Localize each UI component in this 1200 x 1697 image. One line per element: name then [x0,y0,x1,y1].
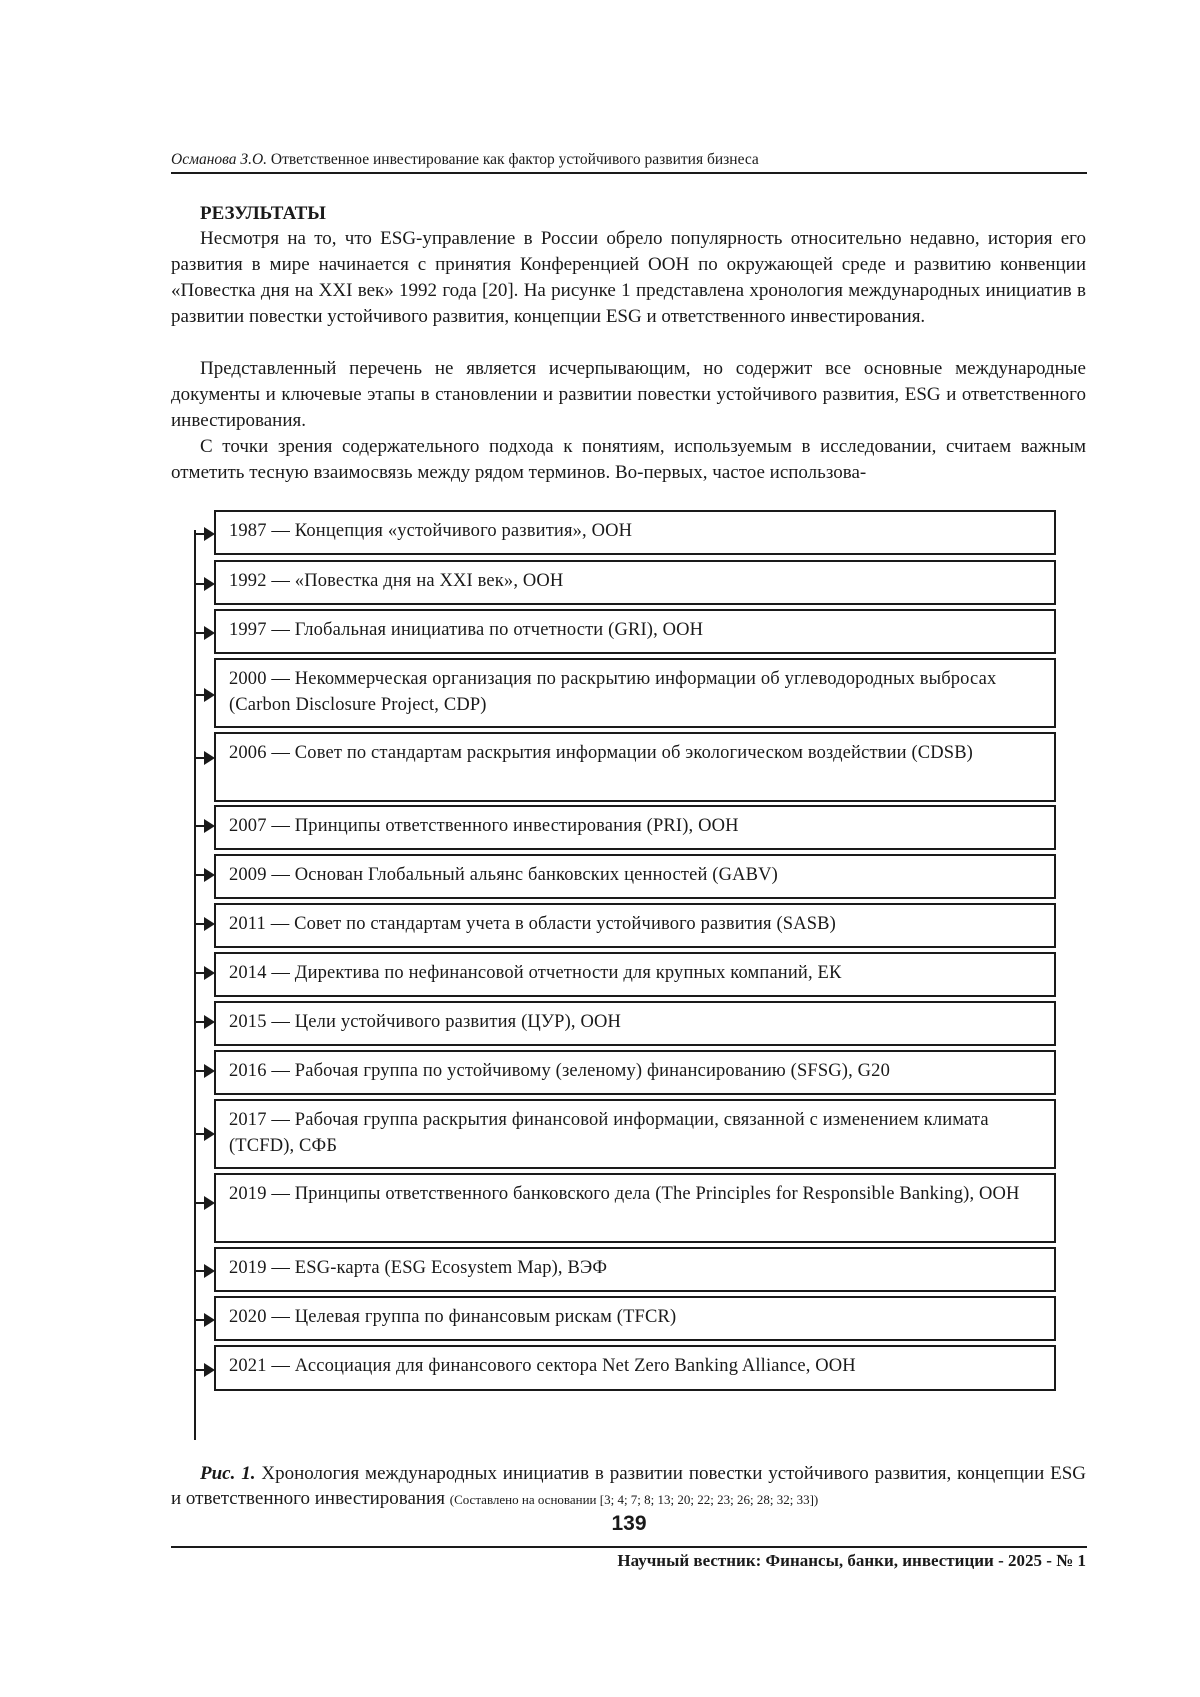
header-article-title: Ответственное инвестирование как фактор устойчивого развития бизнеса [270,151,759,168]
header-author: Османова З.О. [171,151,268,168]
paragraph-1: Несмотря на то, что ESG-управление в России обрело популярность относительно недавно, история его развития в мире начинается с принятия Конференцией ООН по окружающей среде и развитию конвенции «Повестка дня на XXI век» 1992 года [20]. На рисунке 1 представлена хронология международных инициатив в развитии повестки устойчивого развития, концепции ESG и ответственного инвестирования. [171,228,1086,327]
timeline-item-2019-prb: 2019 — Принципы ответственного банковского дела (The Principles for Responsible Banking), ООН [214,1173,1056,1243]
timeline-item-2014: 2014 — Директива по нефинансовой отчетности для крупных компаний, ЕК [214,952,1056,997]
running-header [171,150,1086,170]
section-title: РЕЗУЛЬТАТЫ [200,203,326,224]
timeline-item-2000: 2000 — Некоммерческая организация по раскрытию информации об углеводородных выбросах (Carbon Disclosure Project, CDP) [214,658,1056,728]
header-rule [171,172,1087,174]
timeline-item-2007: 2007 — Принципы ответственного инвестирования (PRI), ООН [214,805,1056,850]
timeline-spine [194,530,196,1440]
figure-caption-text: Хронология международных инициатив в развитии повестки устойчивого развития, концепции ESG и ответственного инвестирования [171,1463,1087,1509]
figure-label: Рис. 1. [200,1463,256,1484]
timeline-item-2020: 2020 — Целевая группа по финансовым рискам (TFCR) [214,1296,1056,1341]
figure-caption [171,1461,1086,1512]
timeline-item-2011: 2011 — Совет по стандартам учета в области устойчивого развития (SASB) [214,903,1056,948]
timeline-item-1992: 1992 — «Повестка дня на XXI век», ООН [214,560,1056,605]
timeline-item-2006: 2006 — Совет по стандартам раскрытия информации об экологическом воздействии (CDSB) [214,732,1056,802]
figure-source: (Составлено на основании [3; 4; 7; 8; 13; 20; 22; 23; 26; 28; 32; 33]) [449,1492,819,1507]
footer-rule [171,1546,1087,1548]
timeline-figure [190,508,1070,1460]
timeline-item-1987: 1987 — Концепция «устойчивого развития», ООН [214,510,1056,555]
timeline-item-2017: 2017 — Рабочая группа раскрытия финансовой информации, связанной с изменением климата (TCFD), СФБ [214,1099,1056,1169]
timeline-item-2009: 2009 — Основан Глобальный альянс банковских ценностей (GABV) [214,854,1056,899]
timeline-item-2021: 2021 — Ассоциация для финансового сектора Net Zero Banking Alliance, ООН [214,1345,1056,1391]
timeline-item-2015: 2015 — Цели устойчивого развития (ЦУР), ООН [214,1001,1056,1046]
timeline-item-1997: 1997 — Глобальная инициатива по отчетности (GRI), ООН [214,609,1056,654]
paragraph-3: С точки зрения содержательного подхода к понятиям, используемым в исследовании, считаем важным отметить тесную взаимосвязь между рядом терминов. Во-первых, частое использова- [171,436,1086,483]
paragraph-2: Представленный перечень не является исчерпывающим, но содержит все основные международные документы и ключевые этапы в становлении и развитии повестки устойчивого развития, ESG и ответственного инвестирования. [171,358,1086,431]
journal-footer: Научный вестник: Финансы, банки, инвестиции - 2025 - № 1 [617,1551,1086,1570]
timeline-item-2016: 2016 — Рабочая группа по устойчивому (зеленому) финансированию (SFSG), G20 [214,1050,1056,1095]
page-number: 139 [611,1512,647,1535]
timeline-item-2019-esg-map: 2019 — ESG-карта (ESG Ecosystem Map), ВЭФ [214,1247,1056,1292]
